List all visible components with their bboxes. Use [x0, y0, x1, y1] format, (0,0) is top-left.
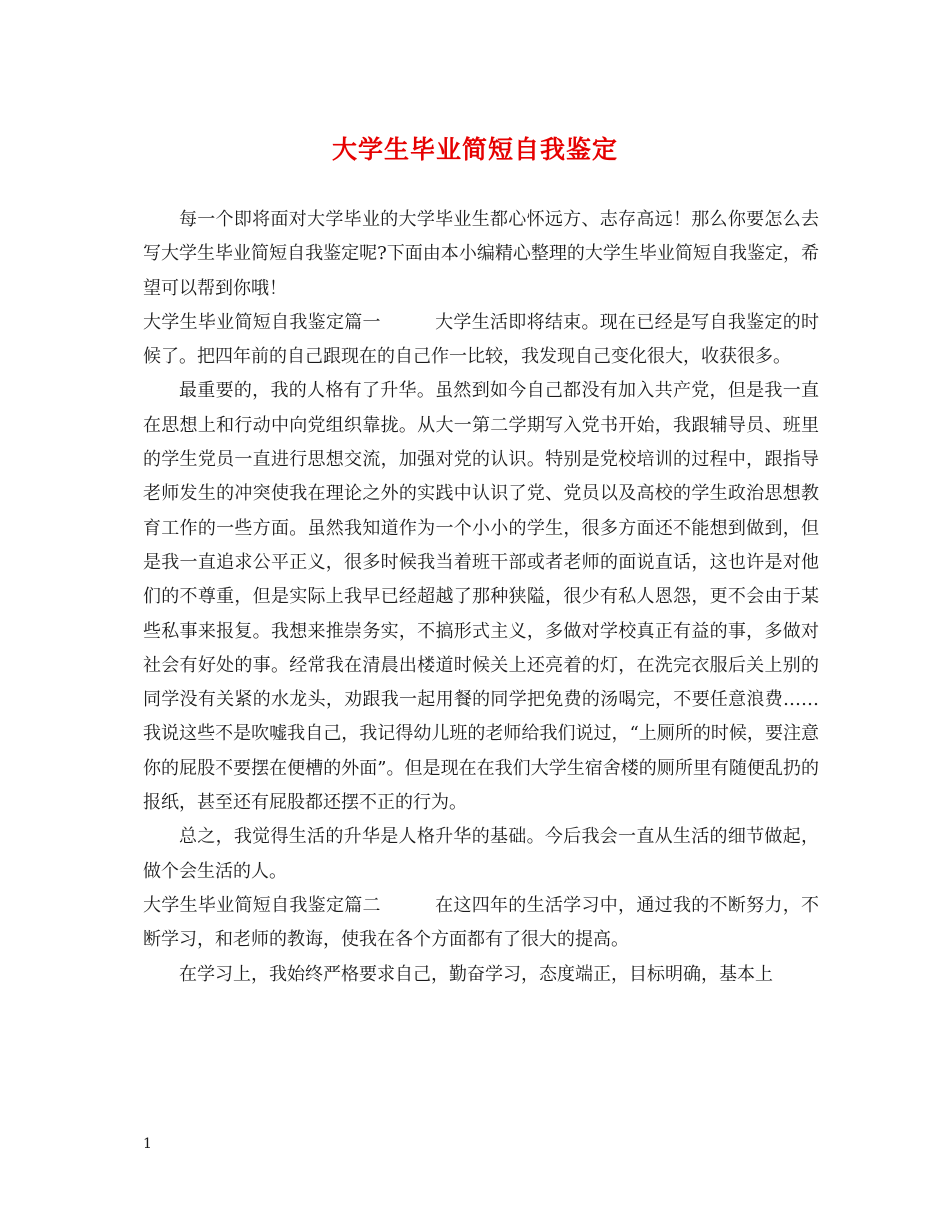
section-1-paragraph: 最重要的，我的人格有了升华。虽然到如今自己都没有加入共产党，但是我一直在思想上和行动中向党组织靠拢。从大一第二学期写入党书开始，我跟辅导员、班里的学生党员一直进行思想交流，加强对党的认识。特别是党校培训的过程中，跟指导老师发生的冲突使我在理论之外的实践中认识了党、党员以及高校的学生政治思想教育工作的一些方面。虽然我知道作为一个小小的学生，很多方面还不能想到做到，但是我一直追求公平正义，很多时候我当着班干部或者老师的面说直话，这也许是对他们的不尊重，但是实际上我早已经超越了那种狭隘，很少有私人恩怨，更不会由于某些私事来报复。我想来推崇务实，不搞形式主义，多做对学校真正有益的事，多做对社会有好处的事。经常我在清晨出楼道时候关上还亮着的灯，在洗完衣服后关上别的同学没有关紧的水龙头，劝跟我一起用餐的同学把免费的汤喝完，不要任意浪费……我说这些不是吹嘘我自己，我记得幼儿班的老师给我们说过，“上厕所的时候，要注意你的屁股不要摆在便槽的外面”。但是现在在我们大学生宿舍楼的厕所里有随便乱扔的报纸，甚至还有屁股都还摆不正的行为。 — [143, 380, 819, 814]
document-body — [143, 203, 819, 992]
section-2-paragraph: 在学习上，我始终严格要求自己，勤奋学习，态度端正，目标明确，基本上 — [179, 963, 773, 985]
section-2-heading: 大学生毕业简短自我鉴定篇二 — [143, 894, 381, 916]
page-number: 1 — [143, 1136, 152, 1152]
section-2-lead: 在这四年的生活学习中，通过我的不断努力，不断学习，和老师的教诲，使我在各个方面都有了很大的提高。 — [143, 894, 820, 951]
section-1-paragraph: 总之，我觉得生活的升华是人格升华的基础。今后我会一直从生活的细节做起，做个会生活的人。 — [143, 826, 819, 882]
section-1-first-paragraph — [143, 306, 819, 375]
section-1-lead: 大学生活即将结束。现在已经是写自我鉴定的时候了。把四年前的自己跟现在的自己作一比较，我发现自己变化很大，收获很多。 — [143, 311, 820, 368]
document-title: 大学生毕业简短自我鉴定 — [331, 135, 618, 164]
section-2-first-paragraph — [143, 889, 819, 958]
intro-paragraph: 每一个即将面对大学毕业的大学毕业生都心怀远方、志存高远！那么你要怎么去写大学生毕业简短自我鉴定呢?下面由本小编精心整理的大学生毕业简短自我鉴定，希望可以帮到你哦！ — [143, 209, 819, 299]
section-1-heading: 大学生毕业简短自我鉴定篇一 — [143, 311, 381, 333]
